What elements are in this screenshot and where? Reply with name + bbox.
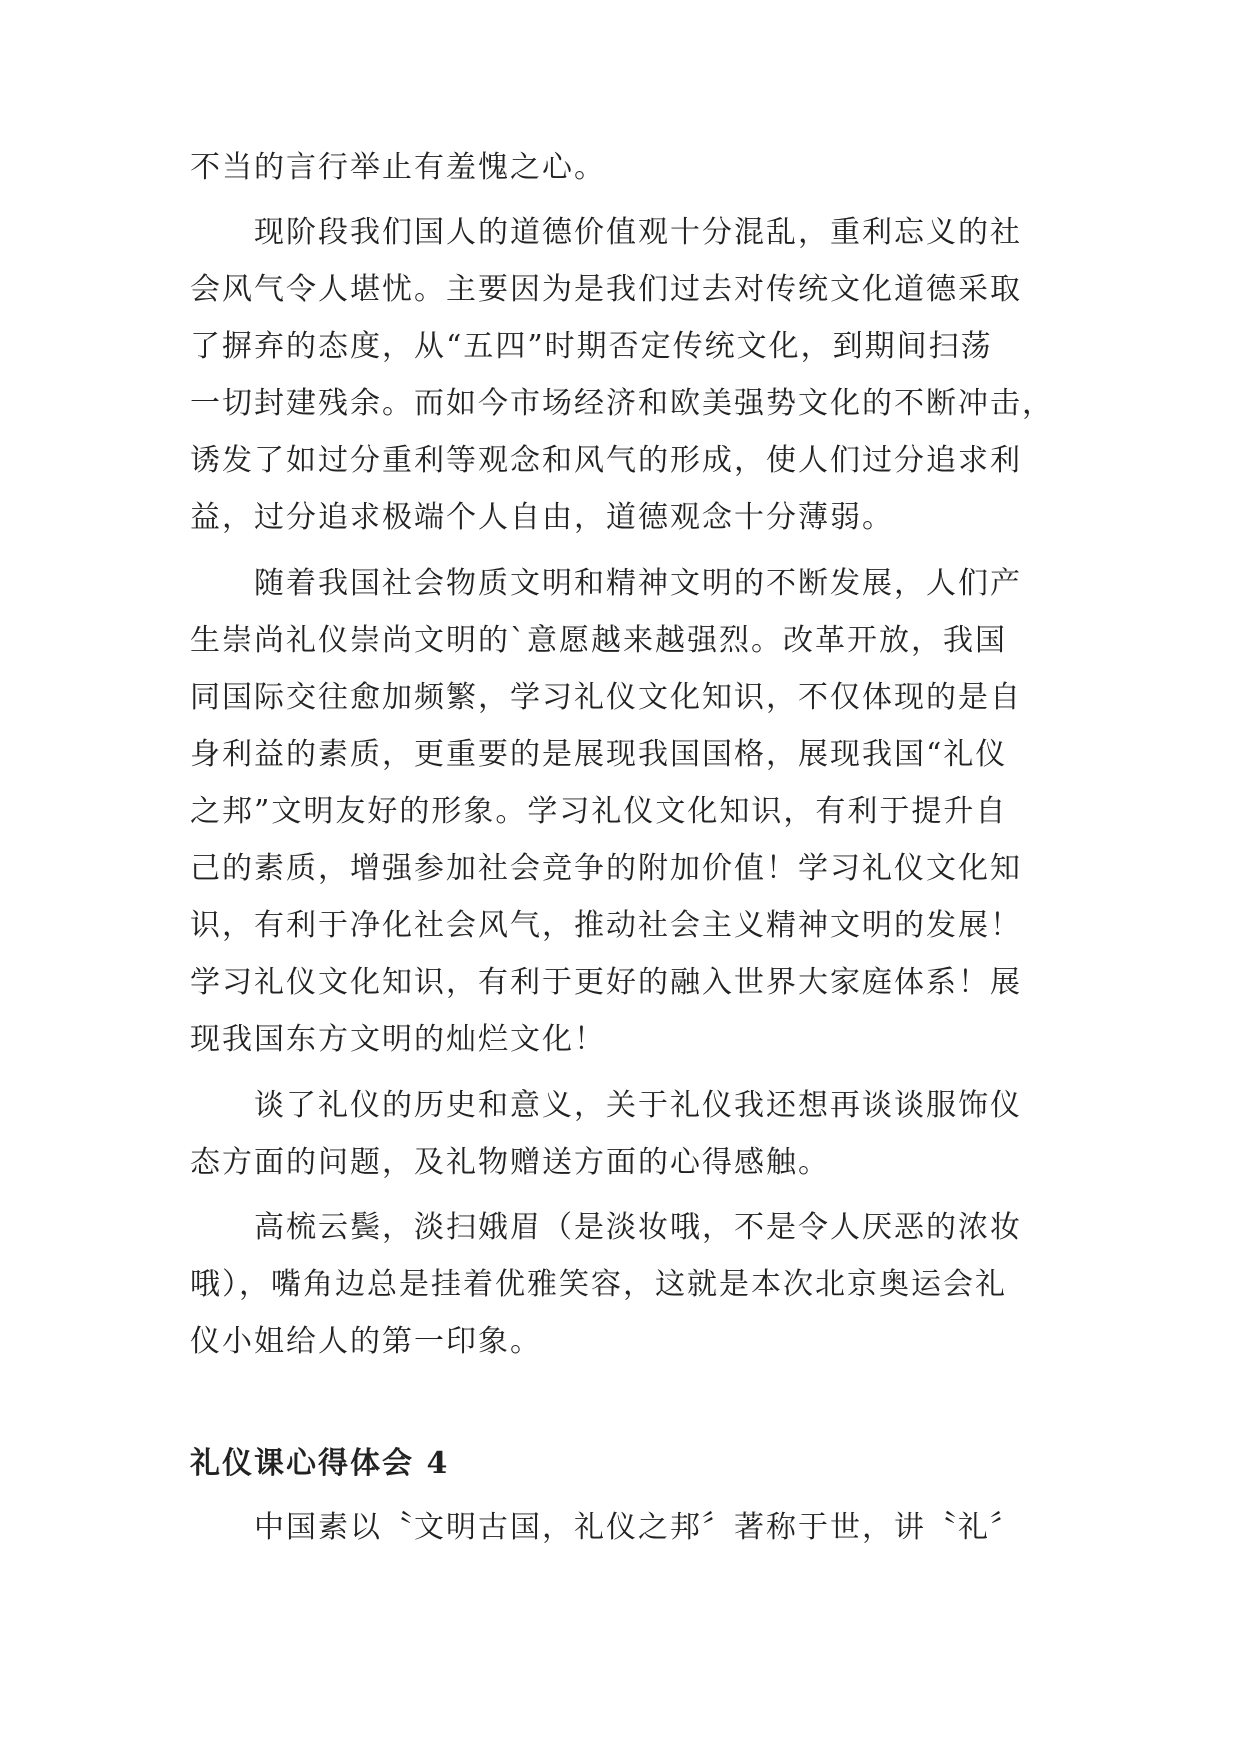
paragraph-line: 态方面的问题，及礼物赠送方面的心得感触。: [190, 1145, 830, 1180]
paragraph-line: 仪小姐给人的第一印象。: [190, 1324, 542, 1359]
paragraph-line: 识，有利于净化社会风气，推动社会主义精神文明的发展！: [190, 908, 1022, 943]
paragraph-line: 一切封建残余。而如今市场经济和欧美强势文化的不断冲击，: [190, 386, 1054, 421]
paragraph-line: 益，过分追求极端个人自由，道德观念十分薄弱。: [190, 500, 894, 535]
paragraph-line: 生崇尚礼仪崇尚文明的`意愿越来越强烈。改革开放，我国: [190, 623, 1007, 658]
paragraph-line: 哦），嘴角边总是挂着优雅笑容，这就是本次北京奥运会礼: [190, 1267, 1007, 1302]
paragraph-line: 现阶段我们国人的道德价值观十分混乱，重利忘义的社: [190, 215, 1022, 250]
section-first-line: 中国素以〝文明古国，礼仪之邦〞著称于世，讲〝礼〞: [190, 1510, 1022, 1545]
paragraph-line: 会风气令人堪忧。主要因为是我们过去对传统文化道德采取: [190, 272, 1022, 307]
paragraph-line: 谈了礼仪的历史和意义，关于礼仪我还想再谈谈服饰仪: [190, 1088, 1022, 1123]
paragraph-line: 己的素质，增强参加社会竞争的附加价值！学习礼仪文化知: [190, 851, 1022, 886]
paragraph-line: 随着我国社会物质文明和精神文明的不断发展，人们产: [190, 566, 1022, 601]
paragraph-line: 身利益的素质，更重要的是展现我国国格，展现我国“礼仪: [190, 737, 1008, 772]
paragraph-line: 同国际交往愈加频繁，学习礼仪文化知识，不仅体现的是自: [190, 680, 1022, 715]
paragraph-line: 高梳云鬓，淡扫娥眉（是淡妆哦，不是令人厌恶的浓妆: [190, 1210, 1022, 1245]
paragraph-line: 之邦”文明友好的形象。学习礼仪文化知识，有利于提升自: [190, 794, 1008, 829]
paragraph-line: 学习礼仪文化知识，有利于更好的融入世界大家庭体系！展: [190, 965, 1022, 1000]
paragraph-line: 不当的言行举止有羞愧之心。: [190, 150, 606, 185]
section-title: 礼仪课心得体会 4: [190, 1446, 450, 1481]
paragraph-line: 诱发了如过分重利等观念和风气的形成，使人们过分追求利: [190, 443, 1022, 478]
paragraph-line: 了摒弃的态度，从“五四”时期否定传统文化，到期间扫荡: [190, 329, 993, 364]
paragraph-line: 现我国东方文明的灿烂文化！: [190, 1022, 606, 1057]
